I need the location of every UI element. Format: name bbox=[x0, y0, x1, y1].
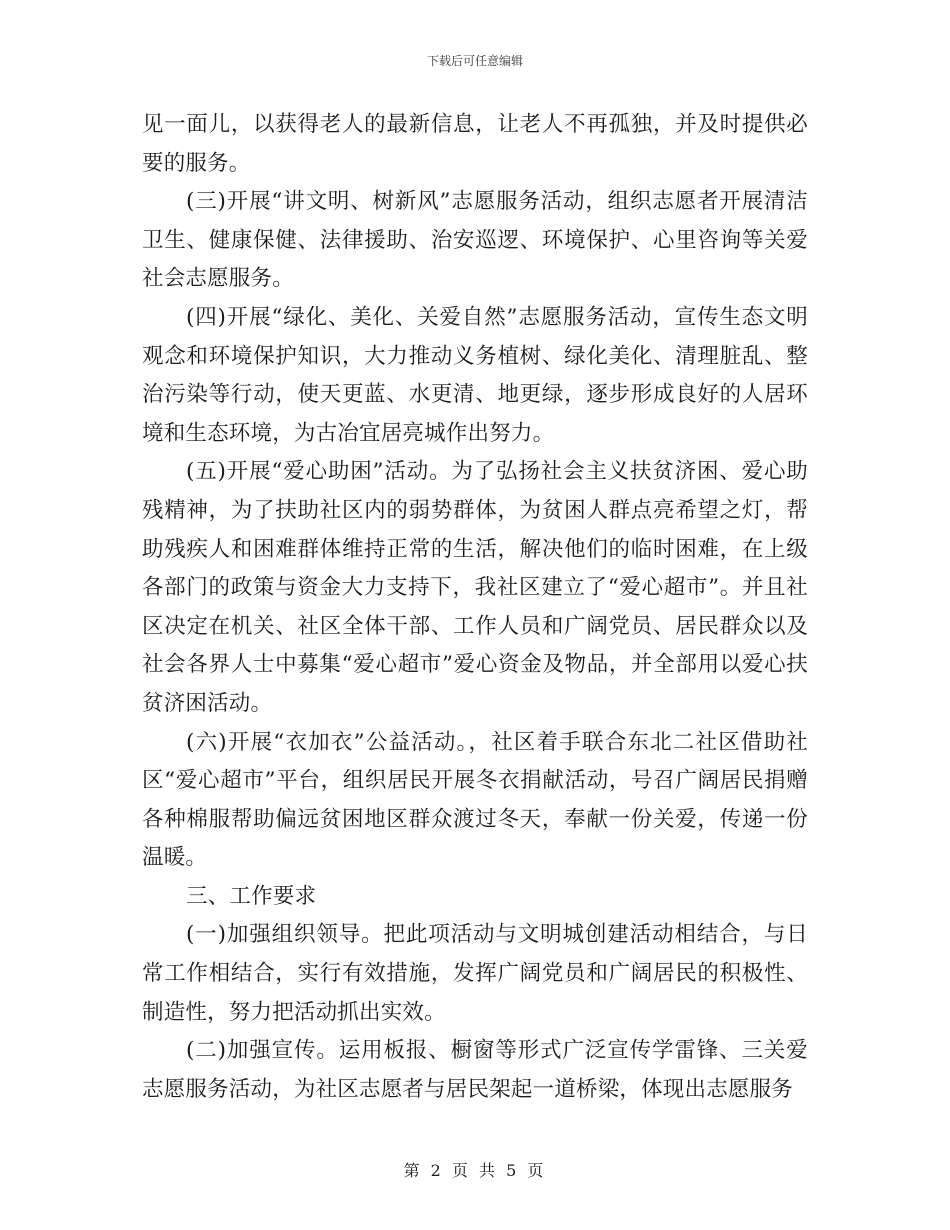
paragraph-requirement-2: (二)加强宣传。运用板报、橱窗等形式广泛宣传学雷锋、三关爱志愿服务活动，为社区志愿者与居民架起一道桥梁，体现出志愿服务 bbox=[142, 1038, 808, 1102]
header-note: 下载后可任意编辑 bbox=[426, 54, 523, 68]
paragraph-item-6: (六)开展“衣加衣”公益活动。，社区着手联合东北二社区借助社区“爱心超市”平台，组织居民开展冬衣捐献活动，号召广阔居民捐赠各种棉服帮助偏远贫困地区群众渡过冬天，奉献一份关爱，传递一份温暖。 bbox=[142, 729, 808, 871]
paragraph-item-4: (四)开展“绿化、美化、关爱自然”志愿服务活动，宣传生态文明观念和环境保护知识，大力推动义务植树、绿化美化、清理脏乱、整治污染等行动，使天更蓝、水更清、地更绿，逐步形成良好的人居环境和生态环境，为古冶宜居亮城作出努力。 bbox=[142, 304, 808, 446]
paragraph-item-5: (五)开展“爱心助困”活动。为了弘扬社会主义扶贫济困、爱心助残精神，为了扶助社区内的弱势群体，为贫困人群点亮希望之灯，帮助残疾人和困难群体维持正常的生活，解决他们的临时困难，在上级各部门的政策与资金大力支持下，我社区建立了“爱心超市”。并且社区决定在机关、社区全体干部、工作人员和广阔党员、居民群众以及社会各界人士中募集“爱心超市”爱心资金及物品，并全部用以爱心扶贫济困活动。 bbox=[142, 459, 808, 716]
document-body bbox=[142, 106, 808, 1109]
paragraph-requirement-1: (一)加强组织领导。把此项活动与文明城创建活动相结合，与日常工作相结合，实行有效措施，发挥广阔党员和广阔居民的积极性、制造性，努力把活动抓出实效。 bbox=[142, 922, 808, 1025]
section-heading-work-requirements: 三、工作要求 bbox=[186, 883, 317, 909]
page-number-footer: 第 2 页 共 5 页 bbox=[403, 1161, 547, 1180]
paragraph-continuation: 见一面儿，以获得老人的最新信息，让老人不再孤独，并及时提供必要的服务。 bbox=[142, 112, 808, 176]
paragraph-item-3: (三)开展“讲文明、树新风”志愿服务活动，组织志愿者开展清洁卫生、健康保健、法律援助、治安巡逻、环境保护、心里咨询等关爱社会志愿服务。 bbox=[142, 189, 808, 292]
